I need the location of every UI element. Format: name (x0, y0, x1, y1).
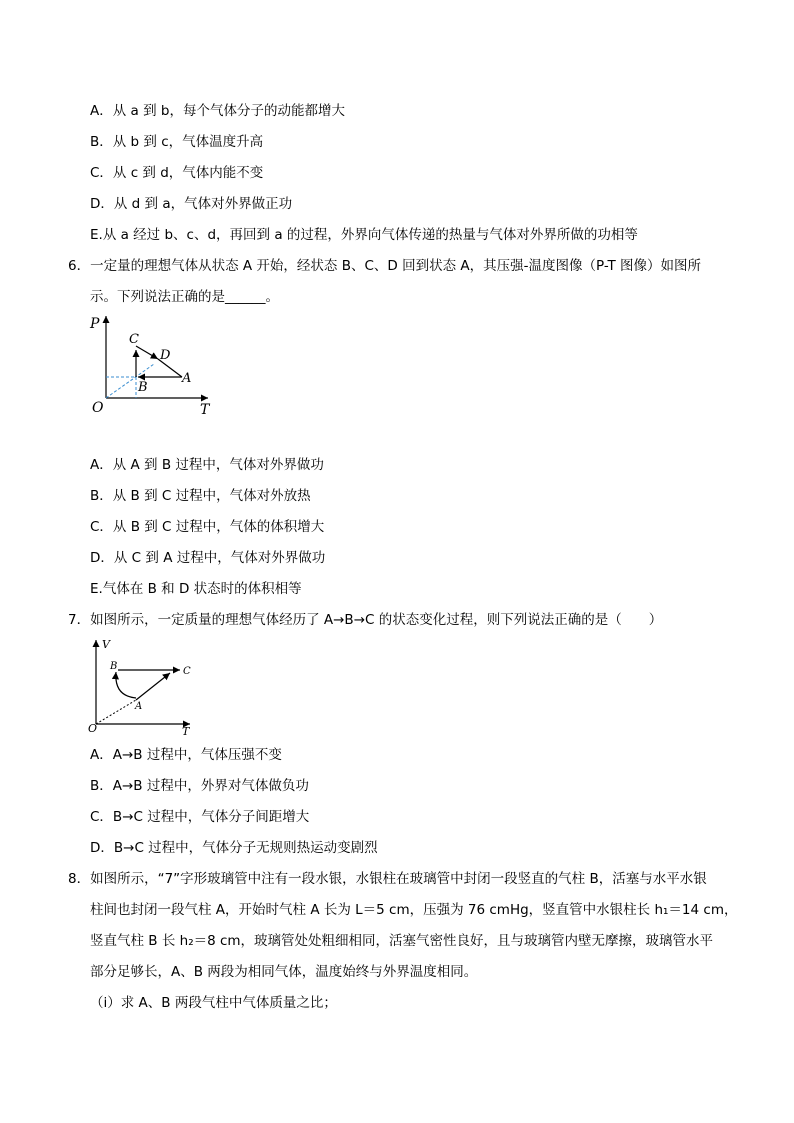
q7-path-a-to-c (136, 673, 170, 700)
q7-label-c: C (183, 666, 191, 677)
q6-option-d: D．从 C 到 A 过程中，气体对外界做功 (90, 550, 326, 566)
q5-option-c: C．从 c 到 d，气体内能不变 (90, 165, 264, 181)
q6-option-e: E.气体在 B 和 D 状态时的体积相等 (90, 581, 302, 597)
q7-dotted-origin-to-a (96, 700, 136, 724)
q7-label-b: B (110, 661, 118, 672)
q7-origin-label: O (88, 722, 98, 735)
q5-option-d: D．从 d 到 a，气体对外界做正功 (90, 196, 293, 212)
q6-option-a: A．从 A 到 B 过程中，气体对外界做功 (90, 457, 324, 473)
q6-stem-line1: 6．一定量的理想气体从状态 A 开始，经状态 B、C、D 回到状态 A，其压强-温度图像（P-T 图像）如图所 (68, 258, 701, 274)
q6-label-d: D (160, 348, 171, 363)
q6-label-c: C (129, 332, 139, 347)
q8-line3: 竖直气柱 B 长 h₂＝8 cm，玻璃管处处粗细相同，活塞气密性良好，且与玻璃管内壁无摩擦，玻璃管水平 (90, 933, 714, 949)
q7-label-a: A (135, 701, 143, 712)
q6-p-axis-label: P (90, 316, 100, 332)
q7-path-a-to-b (116, 672, 136, 698)
q7-option-a: A．A→B 过程中，气体压强不变 (90, 747, 282, 763)
q6-option-c: C．从 B 到 C 过程中，气体的体积增大 (90, 519, 325, 535)
q7-t-axis-label: T (182, 725, 190, 736)
q7-stem: 7．如图所示，一定质量的理想气体经历了 A→B→C 的状态变化过程，则下列说法正确的是（ ） (68, 612, 663, 628)
q6-pt-diagram (86, 310, 216, 420)
q6-origin-label: O (92, 400, 104, 416)
q5-option-b: B．从 b 到 c，气体温度升高 (90, 134, 264, 150)
q7-option-d: D．B→C 过程中，气体分子无规则热运动变剧烈 (90, 840, 378, 856)
q6-label-a: A (182, 371, 192, 386)
q8-line4: 部分足够长，A、B 两段为相同气体，温度始终与外界温度相同。 (90, 964, 478, 980)
q8-line1: 8．如图所示，“7”字形玻璃管中注有一段水银，水银柱在玻璃管中封闭一段竖直的气柱 B，活塞与水平水银 (68, 871, 707, 887)
q7-option-b: B．A→B 过程中，外界对气体做负功 (90, 778, 309, 794)
q7-option-c: C．B→C 过程中，气体分子间距增大 (90, 809, 310, 825)
q8-subquestion-1: （ⅰ）求 A、B 两段气柱中气体质量之比； (90, 995, 337, 1011)
q6-path-c-to-d (136, 346, 158, 359)
q7-vt-diagram (86, 636, 196, 736)
q8-line2: 柱间也封闭一段气柱 A，开始时气柱 A 长为 L＝5 cm，压强为 76 cmHg，竖直管中水银柱长 h₁＝14 cm， (90, 902, 738, 918)
q7-v-axis-label: V (102, 638, 110, 651)
q6-t-axis-label: T (200, 402, 210, 418)
q6-label-b: B (138, 380, 148, 395)
q6-option-b: B．从 B 到 C 过程中，气体对外放热 (90, 488, 311, 504)
q5-option-e: E.从 a 经过 b、c、d，再回到 a 的过程，外界向气体传递的热量与气体对外界所做的功相等 (90, 227, 638, 243)
q6-stem-line2: 示。下列说法正确的是______。 (90, 289, 279, 305)
q5-option-a: A．从 a 到 b，每个气体分子的动能都增大 (90, 103, 345, 119)
